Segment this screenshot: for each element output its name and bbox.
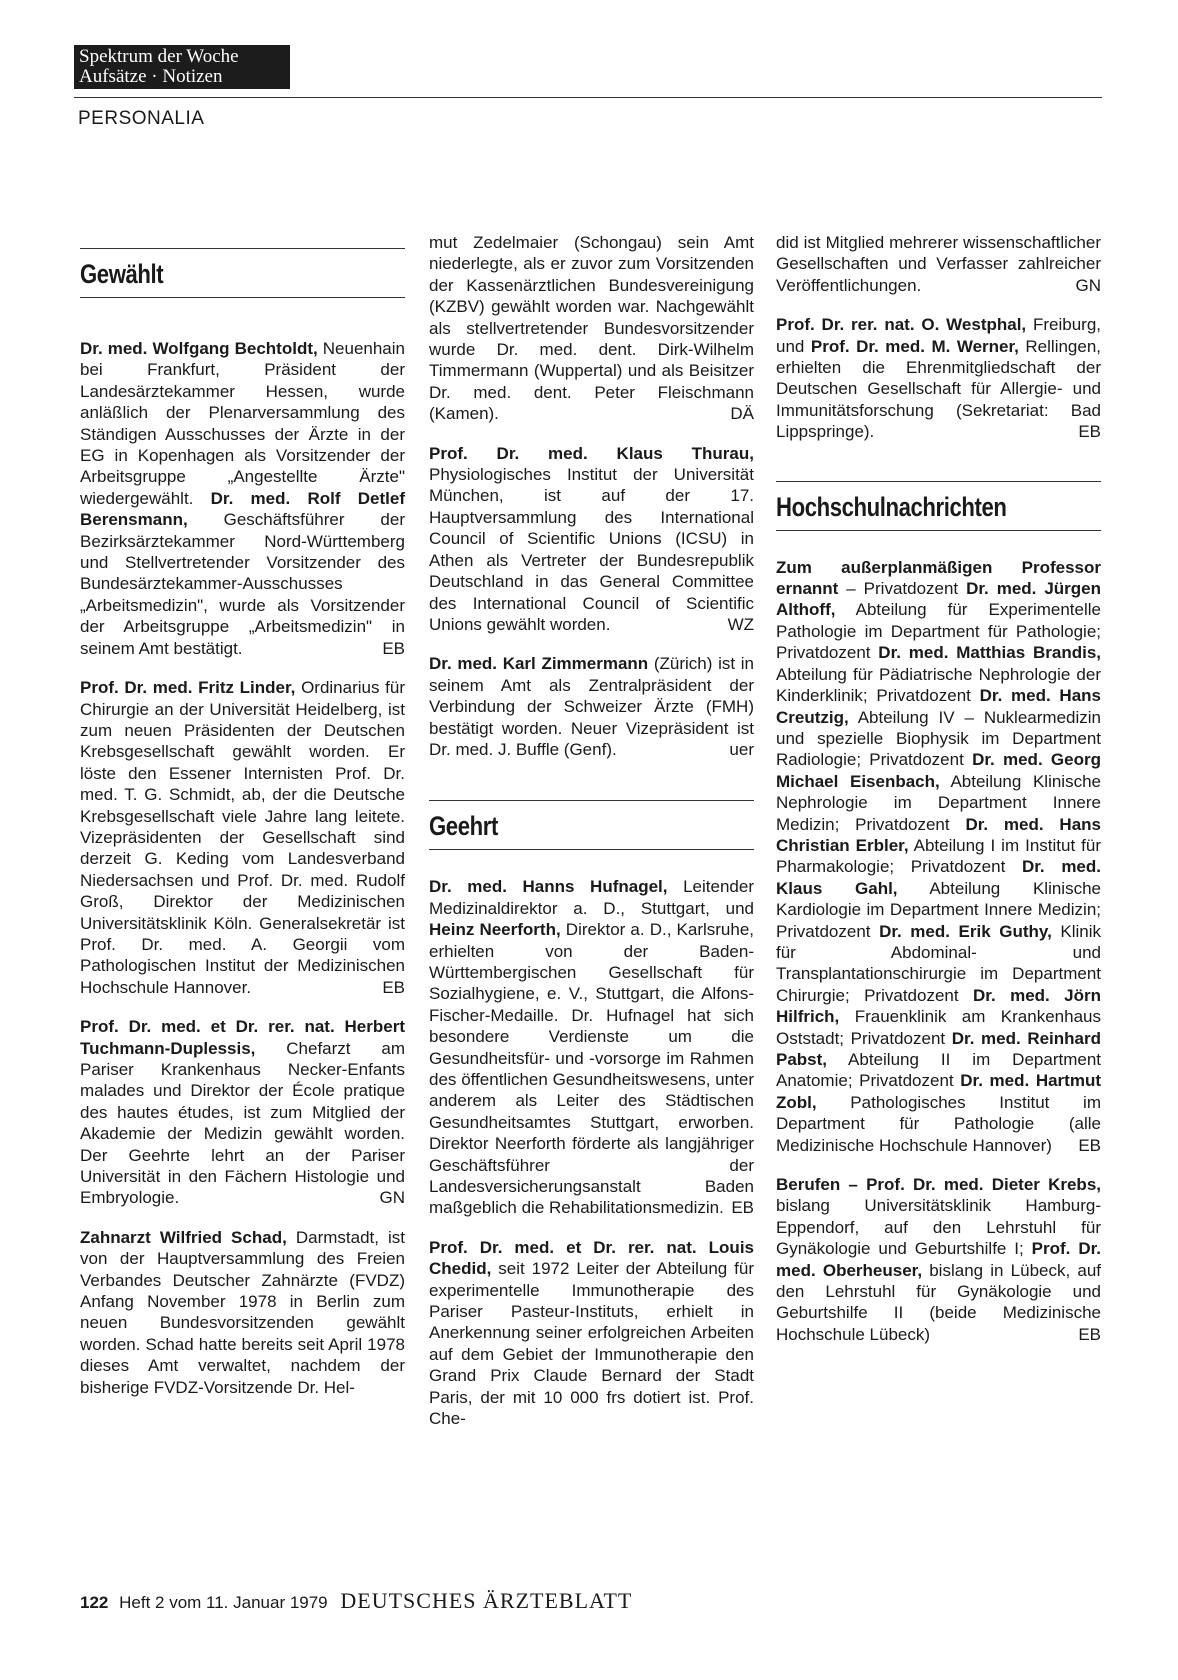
- article-text: Abteilung für Experimentelle Pathologie im Department für Pathologie; Privatdozent: [776, 600, 1101, 663]
- article-text: – Privatdozent: [838, 579, 967, 599]
- heading-rule-bottom: [429, 849, 754, 850]
- article-text: mut Zedelmaier (Schongau) sein Amt niederlegte, als er zuvor zum Vorsitzenden der Kassenärztlichen Bundesvereinigung (KZBV) gewählt worden war. Nachgewählt als stellvertretender Bundesvorsitzender wurde Dr. med. dent. Dirk-Wilhelm Timmermann (Wuppertal) und als Beisitzer Dr. med. dent. Peter Fleischmann (Kamen).: [429, 233, 754, 424]
- article-text: Abteilung I im Institut für Pharmakologie; Privatdozent: [776, 835, 1101, 877]
- article-text: Chefarzt am Pariser Krankenhaus Necker-Enfants malades und Direktor der École pratique des hautes études, ist zum Mitglied der Akademie der Medizin gewählt worden. Der Geehrte lehrt an der Pariser Universität in den Fächern Histologie und Embryologie.: [80, 1038, 405, 1208]
- article-text: (Zürich) ist in seinem Amt als Zentralpräsident der Verbindung der Schweizer Ärzte (FMH) bestätigt worden. Neuer Vizepräsident ist Dr. med. J. Buffle (Genf).: [429, 654, 754, 759]
- section-label: PERSONALIA: [78, 108, 205, 129]
- item-lead: Zum außerplanmäßigen Professor ernannt: [776, 557, 1101, 599]
- heading-rule-top: [429, 800, 754, 801]
- person-name: Prof. Dr. med. Oberheuser,: [776, 1239, 1101, 1280]
- article-text: Leitender Medizinaldirektor a. D., Stuttgart, und: [429, 877, 754, 918]
- article-text: Physiologisches Institut der Universität München, ist auf der 17. Hauptversammlung des International Council of Scientific Unions (ICSU) in Athen als Vertreter der Bundesrepublik Deutschland in das General Committee des International Council of Scientific Unions gewählt worden.: [429, 465, 754, 634]
- item-lead: Berufen – Prof. Dr. med. Dieter Krebs,: [776, 1175, 1101, 1195]
- article-zimmermann: [429, 653, 754, 760]
- column-2: [429, 232, 754, 1430]
- person-name: Dr. med. Erik Guthy,: [879, 921, 1052, 941]
- article-text: Abteilung IV – Nuklearmedizin und spezielle Biophysik im Department Radiologie; Privatdozent: [776, 707, 1101, 770]
- article-linder: [80, 677, 405, 998]
- person-name: Dr. med. Matthias Brandis,: [878, 643, 1101, 663]
- article-text: did ist Mitglied mehrerer wissenschaftlicher Gesellschaften und Verfasser zahlreicher Veröffentlichungen.: [776, 233, 1101, 295]
- issue-info: Heft 2 vom 11. Januar 1979: [119, 1593, 328, 1612]
- person-name: Dr. med. Rolf Detlef Berensmann,: [80, 488, 405, 530]
- person-name: Dr. med. Hanns Hufnagel,: [429, 877, 668, 897]
- article-text: Abteilung für Pädiatrische Nephrologie der Kinderklinik; Privatdozent: [776, 664, 1101, 706]
- author-sig: EB: [382, 638, 405, 658]
- person-name: Prof. Dr. rer. nat. O. Westphal,: [776, 315, 1027, 335]
- article-thurau: [429, 443, 754, 636]
- author-sig: EB: [1078, 422, 1101, 442]
- article-text: seit 1972 Leiter der Abteilung für experimentelle Immunotherapie des Pariser Pasteur-Instituts, erhielt in Anerkennung seiner erfolgreichen Arbeiten auf dem Gebiet der Immunotherapie den Grand Prix Claude Bernard der Stadt Paris, der mit 10 000 frs dotiert ist. Prof. Che-: [429, 1259, 754, 1429]
- article-text: bislang in Lübeck, auf den Lehrstuhl für Gynäkologie und Geburtshilfe II (beide Medizinische Hochschule Lübeck): [776, 1260, 1101, 1344]
- author-sig: uer: [729, 739, 754, 759]
- article-text: Abteilung II im Department Anatomie; Privatdozent: [776, 1050, 1101, 1091]
- article-text: Abteilung Klinische Kardiologie im Department Innere Medizin; Privatdozent: [776, 878, 1101, 941]
- author-sig: GN: [1075, 275, 1101, 295]
- article-westphal: [776, 314, 1101, 442]
- author-sig: EB: [1078, 1324, 1101, 1344]
- heading-rule-bottom: [776, 530, 1101, 531]
- header-line-1: Spektrum der Woche: [79, 46, 239, 67]
- author-sig: EB: [1078, 1135, 1101, 1155]
- heading-rule-top: [80, 248, 405, 249]
- article-text: Klinik für Abdominal- und Transplantationschirurgie im Department Chirurgie; Privatdozent: [776, 921, 1101, 1005]
- header-line-2: Aufsätze · Notizen: [79, 66, 223, 87]
- person-name: Zahnarzt Wilfried Schad,: [80, 1227, 287, 1247]
- person-name: Dr. med. Jürgen Althoff,: [776, 579, 1101, 620]
- article-chedid-cont: [776, 232, 1101, 296]
- author-sig: EB: [731, 1198, 754, 1218]
- person-name: Prof. Dr. med. et Dr. rer. nat. Herbert Tuchmann-Duplessis,: [80, 1017, 405, 1058]
- heading-rule-top: [776, 481, 1101, 482]
- article-schad: [80, 1227, 405, 1398]
- top-rule: [74, 97, 1102, 98]
- article-text: Abteilung Klinische Nephrologie im Department Innere Medizin; Privatdozent: [776, 771, 1101, 834]
- author-sig: EB: [382, 977, 405, 997]
- article-text: Freiburg, und: [776, 315, 1102, 356]
- article-text: bislang Universitätsklinik Hamburg-Eppendorf, auf den Lehrstuhl für Gynäkologie und Geburtshilfe I;: [776, 1196, 1101, 1259]
- author-sig: WZ: [727, 614, 754, 634]
- person-name: Dr. med. Hans Creutzig,: [776, 686, 1101, 727]
- article-apl-professoren: [776, 557, 1101, 1156]
- article-text: Pathologisches Institut im Department für Pathologie (alle Medizinische Hochschule Hannover): [776, 1092, 1101, 1155]
- person-name: Dr. med. Klaus Gahl,: [776, 857, 1101, 898]
- heading-hochschulnachrichten: Hochschulnachrichten: [776, 491, 1007, 522]
- article-berufen: [776, 1174, 1101, 1345]
- article-text: Neuenhain bei Frankfurt, Präsident der Landesärztekammer Hessen, wurde anläßlich der Plenarversammlung des Ständigen Ausschusses der Ärzte in der EG in Kopenhagen als Vorsitzender der Arbeitsgruppe „Angestellte Ärzte" wiedergewählt.: [80, 339, 405, 508]
- person-name: Dr. med. Wolfgang Bechtoldt,: [80, 339, 318, 358]
- article-text: Rellingen, erhielten die Ehrenmitgliedschaft der Deutschen Gesellschaft für Allergie- und Immunitätsforschung (Sekretariat: Bad Lippspringe).: [776, 336, 1102, 442]
- person-name: Heinz Neerforth,: [429, 920, 561, 940]
- article-text: Frauenklinik am Krankenhaus Oststadt; Privatdozent: [776, 1007, 1101, 1048]
- section-header-box: [74, 45, 290, 89]
- person-name: Dr. med. Hartmut Zobl,: [776, 1071, 1101, 1112]
- heading-rule-bottom: [80, 297, 405, 298]
- article-bechtoldt: [80, 338, 405, 659]
- person-name: Dr. med. Hans Christian Erbler,: [776, 814, 1101, 855]
- article-zedelmaier-cont: [429, 232, 754, 425]
- person-name: Prof. Dr. med. et Dr. rer. nat. Louis Chedid,: [429, 1237, 754, 1279]
- column-3: [776, 232, 1101, 1345]
- person-name: Dr. med. Reinhard Pabst,: [776, 1028, 1102, 1069]
- article-text: Darmstadt, ist von der Hauptversammlung des Freien Verbandes Deutscher Zahnärzte (FVDZ) Anfang November 1978 in Berlin zum neuen Bundesvorsitzenden gewählt worden. Schad hatte bereits seit April 1978 dieses Amt verwaltet, nachdem der bisherige FVDZ-Vorsitzende Dr. Hel-: [80, 1227, 405, 1397]
- article-hufnagel: [429, 876, 754, 1219]
- article-chedid: [429, 1237, 754, 1430]
- article-text: Geschäftsführer der Bezirksärztekammer Nord-Württemberg und Stellvertretender Vorsitzender des Bundesärztekammer-Ausschusses „Arbeitsmedizin", wurde als Vorsitzender der Arbeitsgruppe „Arbeitsmedizin" in seinem Amt bestätigt.: [80, 510, 405, 658]
- column-1: [80, 248, 405, 1398]
- person-name: Prof. Dr. med. M. Werner,: [810, 336, 1019, 356]
- article-text: Direktor a. D., Karlsruhe, erhielten von der Baden-Württembergischen Gesellschaft für Sozialhygiene, e. V., Stuttgart, die Alfons-Fischer-Medaille. Dr. Hufnagel hat sich besondere Verdienste um die Gesundheitsfür- und -vorsorge im Rahmen des öffentlichen Gesundheitswesens, unter anderem als Leiter des Städtischen Gesundheitsamtes Stuttgart, erworben. Direktor Neerforth förderte als langjähriger Geschäftsführer der Landesversicherungsanstalt Baden maßgeblich die Rehabilitationsmedizin.: [429, 920, 755, 1218]
- person-name: Dr. med. Jörn Hilfrich,: [776, 985, 1101, 1027]
- heading-geehrt: Geehrt: [429, 811, 498, 842]
- author-sig: DÄ: [730, 404, 754, 424]
- person-name: Dr. med. Karl Zimmermann: [429, 654, 649, 674]
- page-number: 122: [80, 1593, 109, 1612]
- person-name: Prof. Dr. med. Klaus Thurau,: [429, 443, 754, 463]
- person-name: Prof. Dr. med. Fritz Linder,: [80, 678, 296, 698]
- page-footer: [80, 1588, 632, 1614]
- author-sig: GN: [379, 1188, 405, 1208]
- heading-gewaehlt: Gewählt: [80, 259, 164, 289]
- article-text: Ordinarius für Chirurgie an der Universität Heidelberg, ist zum neuen Präsidenten der Deutschen Krebsgesellschaft gewählt worden. Er löste den Essener Internisten Prof. Dr. med. T. G. Schmidt, ab, der die Deutsche Krebsgesellschaft viele Jahre lang leitete. Vizepräsidenten der Gesellschaft sind derzeit G. Keding vom Landesverband Niedersachsen und Prof. Dr. med. Rudolf Groß, Direktor der Medizinischen Universitätsklinik Köln. Generalsekretär ist Prof. Dr. med. A. Georgii vom Pathologischen Institut der Medizinischen Hochschule Hannover.: [80, 678, 405, 997]
- article-tuchmann: [80, 1016, 405, 1209]
- person-name: Dr. med. Georg Michael Eisenbach,: [776, 750, 1101, 791]
- magazine-title: DEUTSCHES ÄRZTEBLATT: [340, 1588, 633, 1613]
